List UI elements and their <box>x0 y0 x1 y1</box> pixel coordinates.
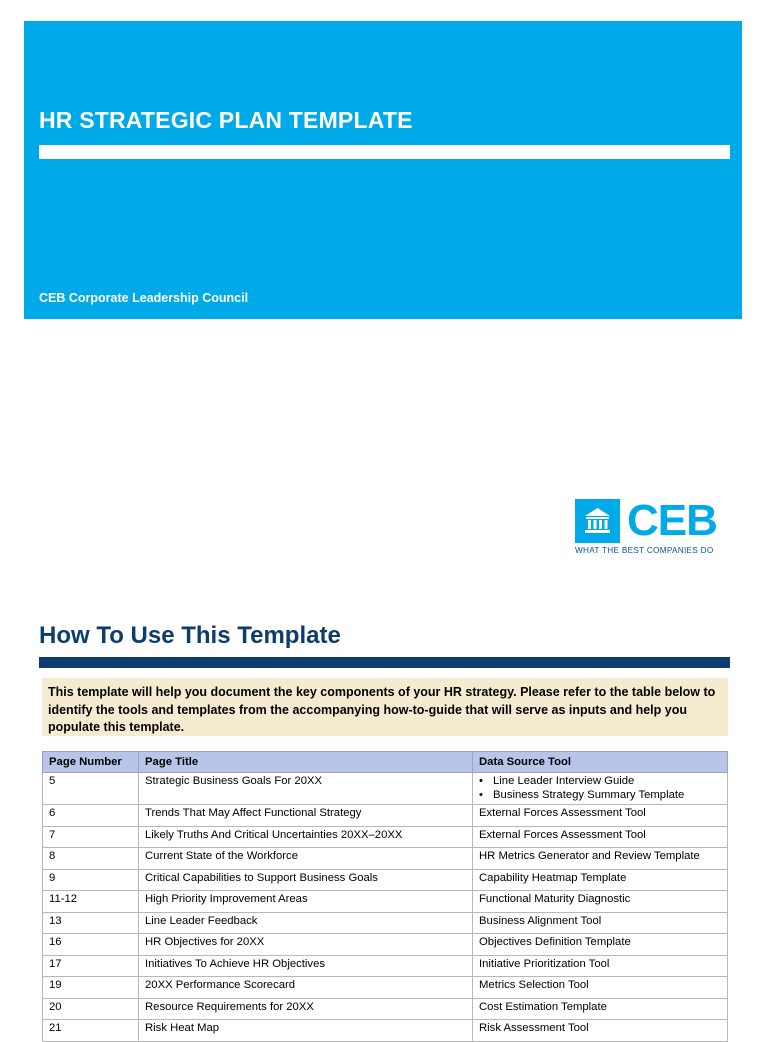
page-title-cell: Line Leader Feedback <box>139 912 473 934</box>
section-title: How To Use This Template <box>39 622 341 649</box>
page-number-cell: 8 <box>43 848 139 870</box>
data-source-cell: Metrics Selection Tool <box>473 977 728 999</box>
page-title-cell: Initiatives To Achieve HR Objectives <box>139 955 473 977</box>
cover-banner <box>24 21 742 319</box>
table-row <box>43 869 728 891</box>
table-row <box>43 912 728 934</box>
cover-divider <box>39 145 730 159</box>
logo-wordmark: CEB <box>627 496 717 545</box>
instructions-callout: This template will help you document the key components of your HR strategy. Please refer to the table below to identify the tools and templates from the accompanying how-to-guide that will serve as inputs and help you populate this template. <box>42 678 728 736</box>
page-title-cell: Current State of the Workforce <box>139 848 473 870</box>
page-title-cell: Critical Capabilities to Support Business Goals <box>139 869 473 891</box>
table-row <box>43 773 728 805</box>
page-title-cell: 20XX Performance Scorecard <box>139 977 473 999</box>
data-source-cell: Functional Maturity Diagnostic <box>473 891 728 913</box>
page-title-cell: Trends That May Affect Functional Strategy <box>139 805 473 827</box>
table-row <box>43 934 728 956</box>
page-title-cell: Risk Heat Map <box>139 1020 473 1042</box>
cover-subtitle: CEB Corporate Leadership Council <box>39 291 249 305</box>
data-source-cell: External Forces Assessment Tool <box>473 826 728 848</box>
page-number-cell: 20 <box>43 998 139 1020</box>
page-number-cell: 19 <box>43 977 139 999</box>
table-row <box>43 848 728 870</box>
table-row <box>43 891 728 913</box>
table-row <box>43 805 728 827</box>
data-source-cell: Risk Assessment Tool <box>473 1020 728 1042</box>
page-title-cell: HR Objectives for 20XX <box>139 934 473 956</box>
page-number-cell: 11-12 <box>43 891 139 913</box>
page-title-cell: Resource Requirements for 20XX <box>139 998 473 1020</box>
page-number-cell: 9 <box>43 869 139 891</box>
list-item: • Business Strategy Summary Template <box>479 789 721 803</box>
page-number-cell: 5 <box>43 773 139 805</box>
list-item: • Line Leader Interview Guide <box>479 775 721 789</box>
page-number-cell: 6 <box>43 805 139 827</box>
data-source-cell: External Forces Assessment Tool <box>473 805 728 827</box>
page-title-cell: Likely Truths And Critical Uncertainties 20XX–20XX <box>139 826 473 848</box>
page-number-cell: 16 <box>43 934 139 956</box>
data-source-cell: Capability Heatmap Template <box>473 869 728 891</box>
table-header-row <box>43 752 728 773</box>
page-number-cell: 17 <box>43 955 139 977</box>
data-source-cell: Initiative Prioritization Tool <box>473 955 728 977</box>
data-source-cell <box>473 773 728 805</box>
page-number-cell: 7 <box>43 826 139 848</box>
column-header: Data Source Tool <box>473 752 728 773</box>
ceb-logo <box>575 496 735 559</box>
table-row <box>43 955 728 977</box>
column-header: Page Title <box>139 752 473 773</box>
data-source-table <box>42 751 728 1042</box>
building-icon <box>575 499 620 543</box>
table-row <box>43 1020 728 1042</box>
table-row <box>43 826 728 848</box>
table-row <box>43 977 728 999</box>
logo-tagline: WHAT THE BEST COMPANIES DO <box>575 546 714 555</box>
page-title-cell: Strategic Business Goals For 20XX <box>139 773 473 805</box>
page-title-cell: High Priority Improvement Areas <box>139 891 473 913</box>
column-header: Page Number <box>43 752 139 773</box>
data-source-cell: HR Metrics Generator and Review Template <box>473 848 728 870</box>
page-number-cell: 13 <box>43 912 139 934</box>
data-source-cell: Business Alignment Tool <box>473 912 728 934</box>
page-number-cell: 21 <box>43 1020 139 1042</box>
table-row <box>43 998 728 1020</box>
cover-title: HR STRATEGIC PLAN TEMPLATE <box>39 107 413 133</box>
data-source-cell: Objectives Definition Template <box>473 934 728 956</box>
section-divider <box>39 657 730 668</box>
data-source-cell: Cost Estimation Template <box>473 998 728 1020</box>
